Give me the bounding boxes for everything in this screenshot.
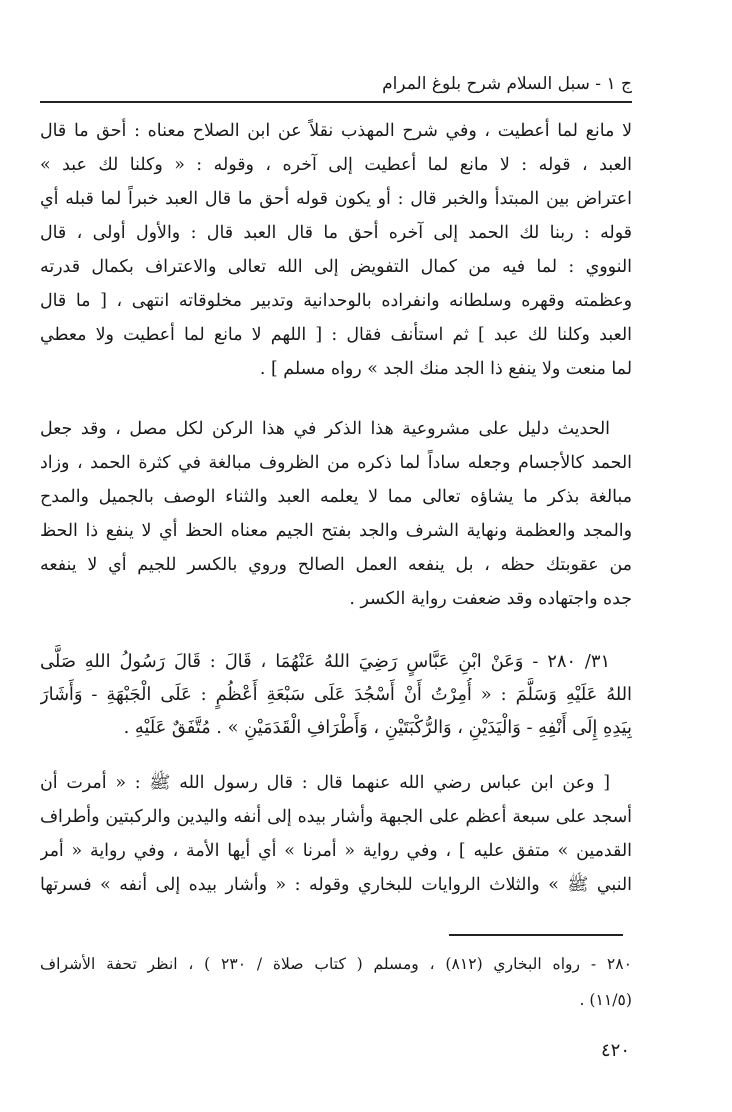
text-line: [ وعن ابن عباس رضي الله عنهما قال : قال رسول الله ﷺ : « أمرت أن (40, 773, 610, 793)
hadith-text (40, 645, 632, 744)
commentary-paragraph-3 (40, 766, 632, 902)
footnote (40, 946, 632, 1018)
page-number: ٤٢٠ (600, 1040, 630, 1061)
text-line: من عقوبتك حظه ، بل ينفعه العمل الصالح وروي بالكسر للجيم أي لا ينفعه (40, 555, 632, 575)
commentary-paragraph-1 (40, 114, 632, 386)
text-line: اعتراض بين المبتدأ والخبر قال : أو يكون قوله أحق ما قال العبد خبراً لما قبله أي (40, 189, 632, 209)
text-line: لا مانع لما أعطيت ، وفي شرح المهذب نقلاً عن ابن الصلاح معناه : أحق ما قال (40, 121, 632, 141)
text-line: الحمد كالأجسام وجعله ساداً لما ذكره من الظروف مبالغة في كثرة الحمد ، وزاد (40, 453, 632, 473)
footnote-line: ٢٨٠ - رواه البخاري (٨١٢) ، ومسلم ( كتاب صلاة / ٢٣٠ ) ، انظر تحفة الأشراف (40, 955, 632, 973)
text-line: وعظمته وقهره وسلطانه وانفراده بالوحدانية وتدبير مخلوقاته انتهى ، [ ما قال (40, 291, 632, 311)
footnote-line: (١١/٥) . (579, 991, 632, 1009)
text-line: قوله : ربنا لك الحمد إلى آخره أحق ما قال العبد قال : والأول أولى ، قال (40, 223, 632, 243)
text-line: لما منعت ولا ينفع ذا الجد منك الجد » رواه مسلم ] . (259, 359, 632, 379)
hadith-line: بِيَدِهِ إِلَى أَنْفِهِ - وَالْيَدَيْنِ ، وَالرُّكْبَتَيْنِ ، وَأَطْرَافِ الْقَدَمَيْنِ » . مُتَّفَقٌ عَلَيْهِ . (123, 717, 632, 738)
text-line: أسجد على سبعة أعظم على الجبهة وأشار بيده إلى أنفه واليدين والركبتين وأطراف (40, 807, 632, 827)
header-divider (40, 101, 632, 103)
hadith-line: ٣١/ ٢٨٠ - وَعَنْ ابْنِ عَبَّاسٍ رَضِيَ اللهُ عَنْهُمَا ، قَالَ : قَالَ رَسُولُ اللهِ صَلَّى (40, 651, 610, 672)
text-line: النووي : لما فيه من كمال التفويض إلى الله تعالى والاعتراف بكمال قدرته (40, 257, 632, 277)
text-line: جده واجتهاده وقد ضعفت رواية الكسر . (349, 589, 632, 609)
text-line: مبالغة بذكر ما يشاؤه تعالى مما لا يعلمه العبد والثناء الوصف بالجميل والمدح (40, 487, 632, 507)
text-line: الحديث دليل على مشروعية هذا الذكر في هذا الركن لكل مصل ، وقد جعل (40, 419, 610, 439)
running-header: ج ١ - سبل السلام شرح بلوغ المرام (382, 74, 632, 94)
text-line: والمجد والعظمة ونهاية الشرف والجد بفتح الجيم معناه الحظ أي لا ينفع ذا الحظ (40, 521, 632, 541)
text-line: العبد وكلنا لك عبد ] ثم استأنف فقال : [ اللهم لا مانع لما أعطيت ولا معطي (40, 325, 632, 345)
footnote-divider (449, 934, 623, 936)
text-line: العبد ، قوله : لا مانع لما أعطيت إلى آخره ، وقوله : « وكلنا لك عبد » (40, 155, 632, 175)
hadith-line: اللهُ عَلَيْهِ وَسَلَّمَ : « أُمِرْتُ أَنْ أَسْجُدَ عَلَى سَبْعَةِ أَعْظُمٍ : عَلَى الْجَبْهَةِ - وَأَشَارَ (40, 684, 632, 705)
text-line: النبي ﷺ » والثلاث الروايات للبخاري وقوله : « وأشار بيده إلى أنفه » فسرتها (40, 875, 632, 895)
text-line: القدمين » متفق عليه ] ، وفي رواية « أمرنا » أي أيها الأمة ، وفي رواية « أمر (40, 841, 632, 861)
commentary-paragraph-2 (40, 412, 632, 616)
